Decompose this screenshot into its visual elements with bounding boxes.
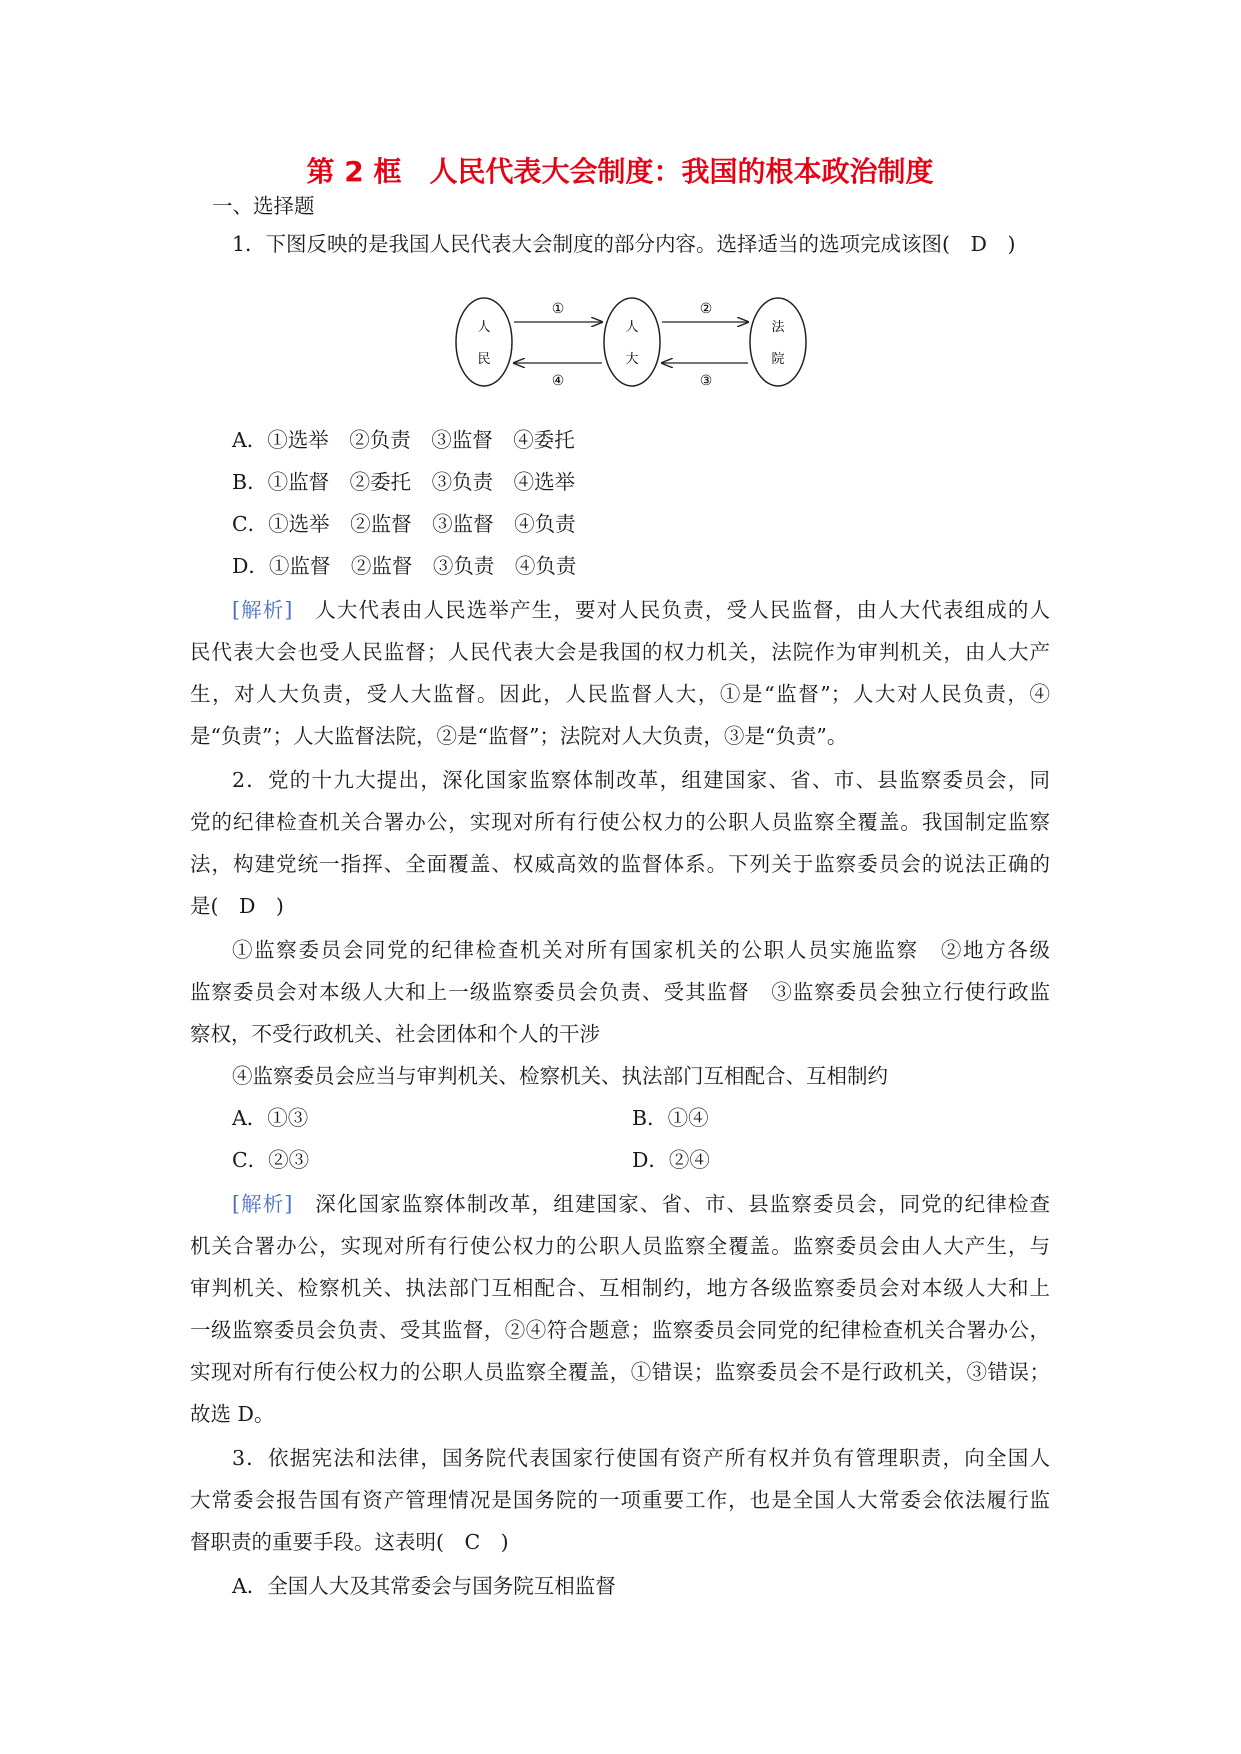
node-court-char2: 院 bbox=[771, 352, 785, 367]
page-title: 第 2 框 人民代表大会制度：我国的根本政治制度 bbox=[306, 155, 934, 188]
q2-statement-line-1: ①监察委员会同党的纪律检查机关对所有国家机关的公职人员实施监察 ②地方各级 bbox=[232, 938, 1050, 962]
q2-analysis-line-2: 机关合署办公，实现对所有行使公权力的公职人员监察全覆盖。监察委员会由人大产生，与 bbox=[190, 1234, 1050, 1258]
q1-analysis-line-1: [解析] 人大代表由人民选举产生，要对人民负责，受人民监督，由人大代表组成的人 bbox=[232, 598, 1051, 622]
q1-analysis-line-4: 是“负责”；人大监督法院，②是“监督”；法院对人大负责，③是“负责”。 bbox=[190, 724, 848, 748]
node-court bbox=[750, 298, 806, 386]
q2-stem-line-2: 党的纪律检查机关合署办公，实现对所有行使公权力的公职人员监察全覆盖。我国制定监察 bbox=[190, 810, 1050, 834]
q2-option-d: D．②④ bbox=[632, 1148, 710, 1172]
q2-option-a: A．①③ bbox=[232, 1106, 309, 1130]
q2-statement-line-3: 察权，不受行政机关、社会团体和个人的干涉 bbox=[190, 1022, 600, 1046]
q1-diagram bbox=[448, 295, 848, 415]
q3-stem-line-2: 大常委会报告国有资产管理情况是国务院的一项重要工作，也是全国人大常委会依法履行监 bbox=[190, 1488, 1050, 1512]
q2-stem-line-4: 是( D ) bbox=[190, 894, 284, 918]
q1-option-a: A．①选举 ②负责 ③监督 ④委托 bbox=[232, 428, 575, 452]
node-people-char2: 民 bbox=[477, 352, 491, 367]
arrow-label-1: ① bbox=[551, 301, 565, 317]
node-court-char1: 法 bbox=[771, 320, 785, 335]
analysis-label: [解析] bbox=[232, 598, 293, 622]
q3-stem-line-1: 3．依据宪法和法律，国务院代表国家行使国有资产所有权并负有管理职责，向全国人 bbox=[232, 1446, 1050, 1470]
section-heading: 一、选择题 bbox=[212, 194, 315, 218]
q1-analysis-line-3: 生，对人大负责，受人大监督。因此，人民监督人大，①是“监督”；人大对人民负责，④ bbox=[190, 682, 1050, 706]
q1-option-d: D．①监督 ②监督 ③负责 ④负责 bbox=[232, 554, 577, 578]
arrow-label-3: ③ bbox=[699, 373, 713, 389]
q1-option-b: B．①监督 ②委托 ③负责 ④选举 bbox=[232, 470, 576, 494]
q2-analysis-line-3: 审判机关、检察机关、执法部门互相配合、互相制约，地方各级监察委员会对本级人大和上 bbox=[190, 1276, 1050, 1300]
q2-analysis-line-5: 实现对所有行使公权力的公职人员监察全覆盖，①错误；监察委员会不是行政机关，③错误； bbox=[190, 1360, 1050, 1384]
q2-analysis-line-4: 一级监察委员会负责、受其监督，②④符合题意；监察委员会同党的纪律检查机关合署办公， bbox=[190, 1318, 1050, 1342]
arrow-label-2: ② bbox=[699, 301, 713, 317]
q2-option-c: C．②③ bbox=[232, 1148, 310, 1172]
node-npc-char2: 大 bbox=[625, 352, 639, 367]
node-people bbox=[456, 298, 512, 386]
q2-analysis-line-6: 故选 D。 bbox=[190, 1402, 275, 1426]
q2-statement-line-4: ④监察委员会应当与审判机关、检察机关、执法部门互相配合、互相制约 bbox=[232, 1064, 888, 1088]
q2-option-b: B．①④ bbox=[632, 1106, 709, 1130]
node-npc-char1: 人 bbox=[625, 320, 639, 335]
node-people-char1: 人 bbox=[477, 320, 491, 335]
q2-analysis-line-1: [解析] 深化国家监察体制改革，组建国家、省、市、县监察委员会，同党的纪律检查 bbox=[232, 1192, 1051, 1216]
node-npc bbox=[604, 298, 660, 386]
analysis-label: [解析] bbox=[232, 1192, 293, 1216]
q3-option-a: A．全国人大及其常委会与国务院互相监督 bbox=[232, 1574, 616, 1598]
q2-stem-line-1: 2．党的十九大提出，深化国家监察体制改革，组建国家、省、市、县监察委员会，同 bbox=[232, 768, 1050, 792]
arrow-label-4: ④ bbox=[551, 373, 565, 389]
q1-option-c: C．①选举 ②监督 ③监督 ④负责 bbox=[232, 512, 576, 536]
q1-analysis-line-2: 民代表大会也受人民监督；人民代表大会是我国的权力机关，法院作为审判机关，由人大产 bbox=[190, 640, 1050, 664]
q1-stem: 1．下图反映的是我国人民代表大会制度的部分内容。选择适当的选项完成该图( D ) bbox=[232, 232, 1016, 256]
q3-stem-line-3: 督职责的重要手段。这表明( C ) bbox=[190, 1530, 509, 1554]
q2-statement-line-2: 监察委员会对本级人大和上一级监察委员会负责、受其监督 ③监察委员会独立行使行政监 bbox=[190, 980, 1050, 1004]
q2-stem-line-3: 法，构建党统一指挥、全面覆盖、权威高效的监督体系。下列关于监察委员会的说法正确的 bbox=[190, 852, 1050, 876]
